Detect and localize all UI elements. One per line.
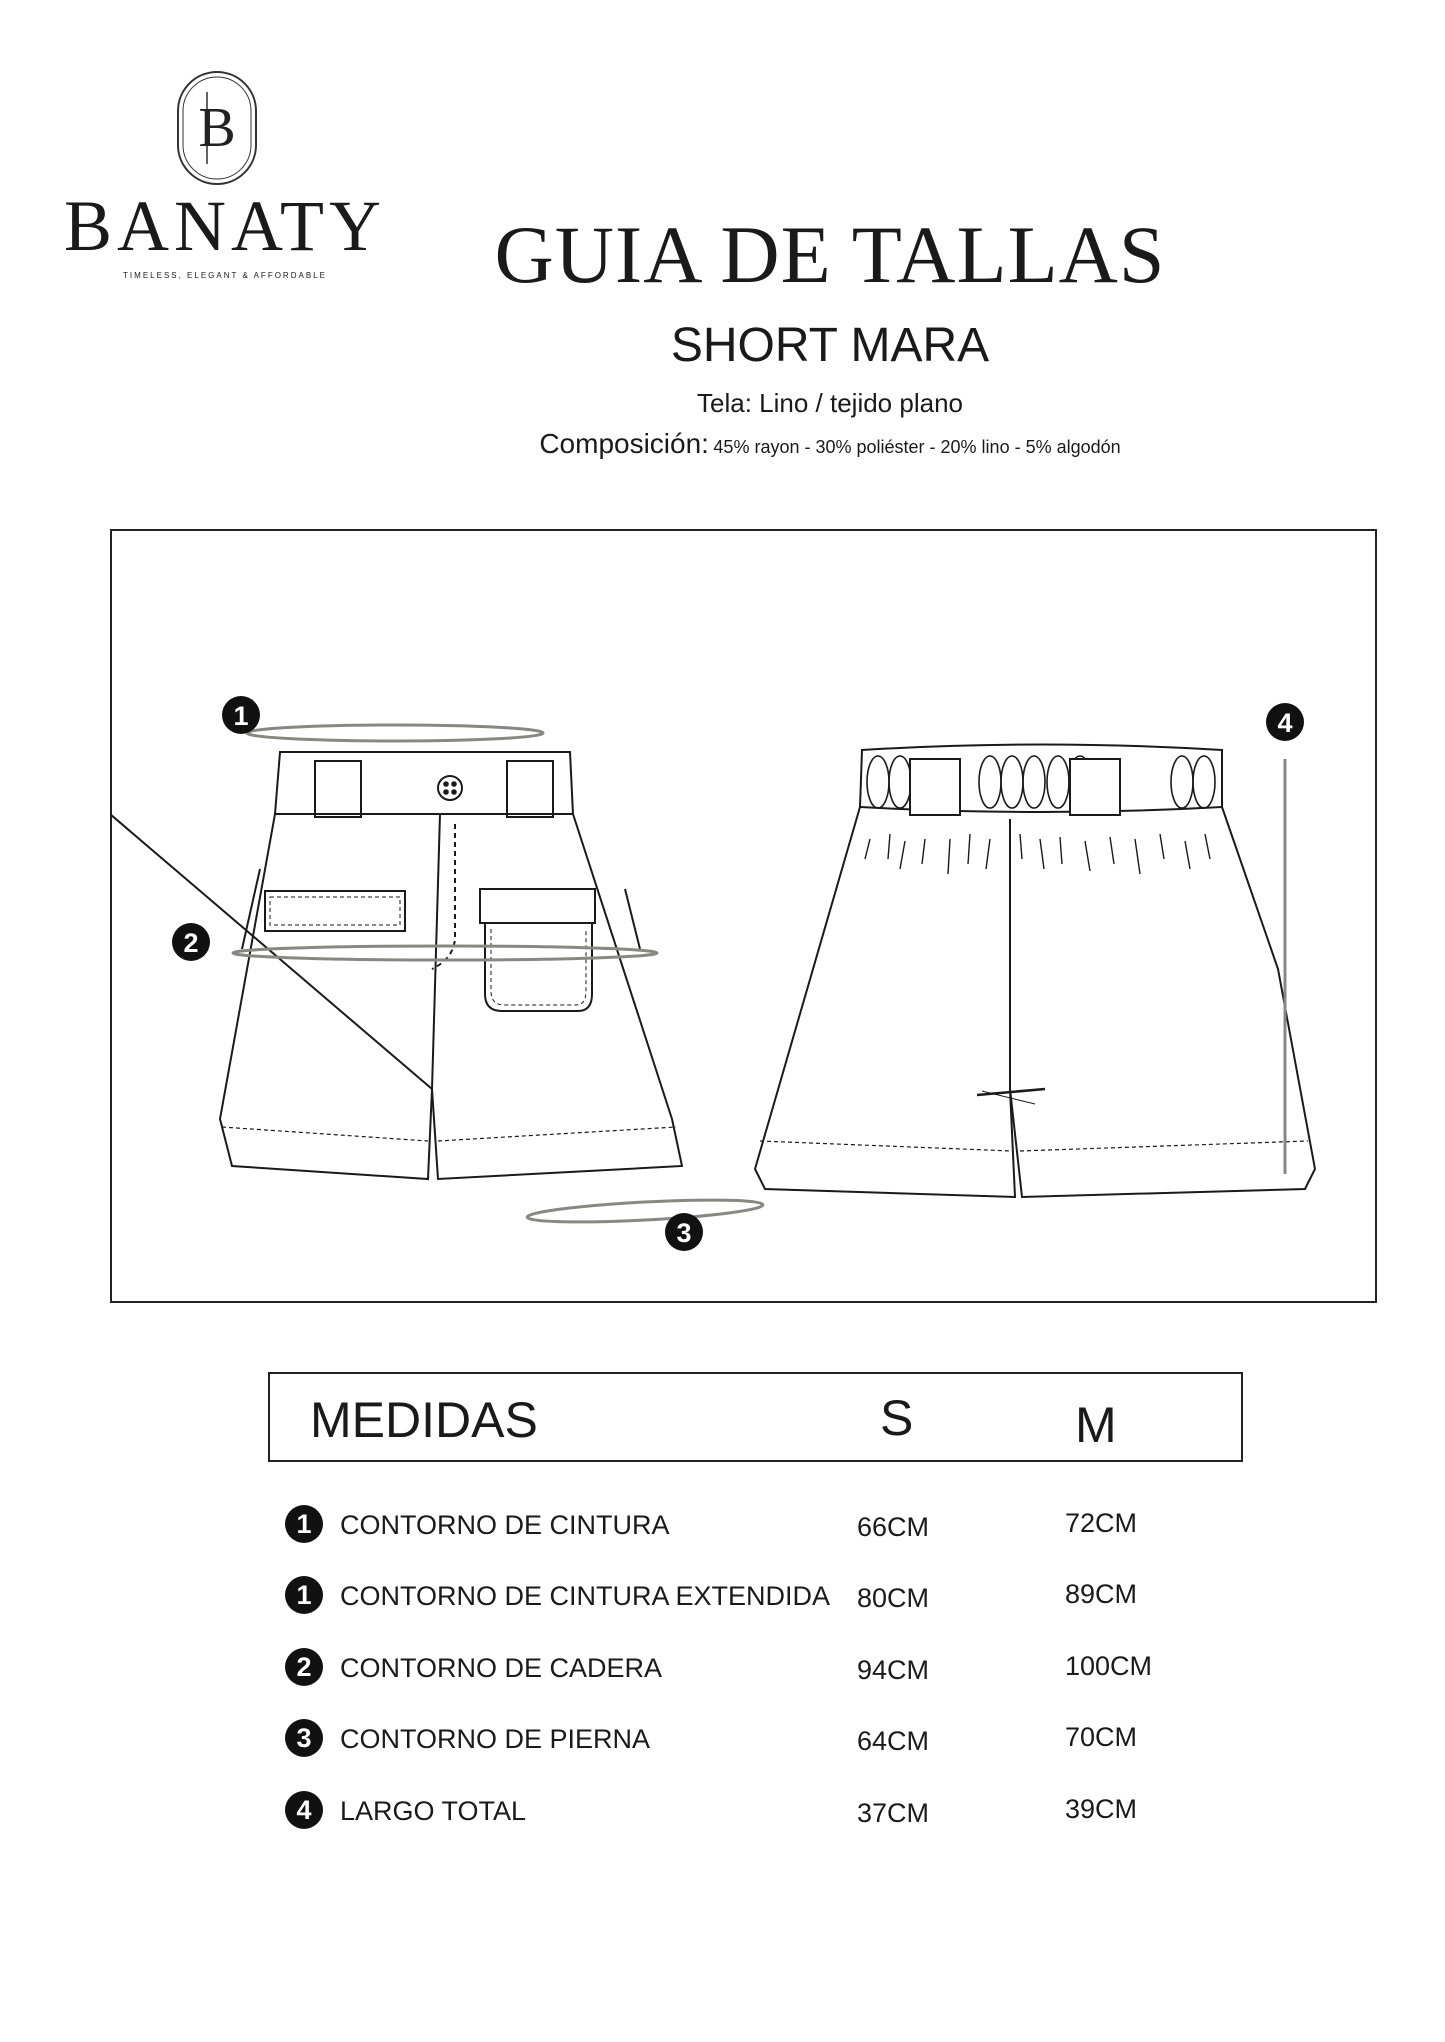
row-marker: 3	[285, 1719, 323, 1757]
brand-tagline: TIMELESS, ELEGANT & AFFORDABLE	[123, 271, 327, 280]
table-header-size-m: M	[1075, 1397, 1117, 1453]
row-value-s: 94CM	[857, 1655, 930, 1685]
table-row	[285, 1791, 1185, 1831]
composition-info	[420, 430, 1240, 458]
row-label: CONTORNO DE CINTURA	[340, 1510, 670, 1540]
marker-1	[222, 696, 260, 734]
product-name: SHORT MARA	[670, 319, 990, 372]
row-value-m: 70CM	[1065, 1722, 1138, 1752]
svg-text:4: 4	[1277, 708, 1293, 738]
shorts-back-drawing	[755, 745, 1315, 1198]
row-value-m: 72CM	[1065, 1508, 1138, 1538]
row-marker: 1	[285, 1576, 323, 1614]
row-value-m: 39CM	[1065, 1794, 1138, 1824]
row-value-s: 37CM	[857, 1798, 930, 1828]
row-marker: 2	[285, 1648, 323, 1686]
table-header-label: MEDIDAS	[310, 1392, 538, 1448]
brand-name: BANATY	[63, 186, 386, 266]
svg-text:3: 3	[676, 1218, 692, 1248]
hip-measure-line	[233, 946, 657, 960]
table-row	[285, 1648, 1185, 1688]
svg-text:2: 2	[183, 928, 199, 958]
table-row	[285, 1576, 1185, 1616]
svg-text:1: 1	[233, 701, 249, 731]
row-value-s: 80CM	[857, 1583, 930, 1613]
table-row	[285, 1719, 1185, 1759]
row-label: CONTORNO DE CINTURA EXTENDIDA	[340, 1581, 831, 1611]
shorts-front-drawing	[110, 752, 682, 1179]
marker-4	[1266, 703, 1304, 741]
brand-initial: B	[198, 97, 236, 159]
marker-3	[665, 1213, 703, 1251]
row-value-m: 89CM	[1065, 1579, 1138, 1609]
row-value-s: 66CM	[857, 1512, 930, 1542]
table-header-size-s: S	[880, 1390, 914, 1446]
row-value-s: 64CM	[857, 1726, 930, 1756]
fabric-info: Tela: Lino / tejido plano	[697, 388, 963, 418]
row-label: LARGO TOTAL	[340, 1796, 527, 1826]
page-title: GUIA DE TALLAS	[494, 209, 1166, 300]
leg-measure-line	[527, 1196, 764, 1226]
composition-label: Composición:	[539, 428, 709, 459]
shorts-illustration	[110, 529, 1377, 1303]
row-marker: 4	[285, 1791, 323, 1829]
waist-measure-line	[247, 725, 543, 741]
row-value-m: 100CM	[1065, 1651, 1153, 1681]
marker-2	[172, 923, 210, 961]
brand-emblem-icon	[174, 68, 260, 188]
composition-value: 45% rayon - 30% poliéster - 20% lino - 5% algodón	[713, 437, 1121, 457]
row-label: CONTORNO DE PIERNA	[340, 1724, 651, 1754]
row-marker: 1	[285, 1505, 323, 1543]
table-row	[285, 1505, 1185, 1545]
row-label: CONTORNO DE CADERA	[340, 1653, 663, 1683]
